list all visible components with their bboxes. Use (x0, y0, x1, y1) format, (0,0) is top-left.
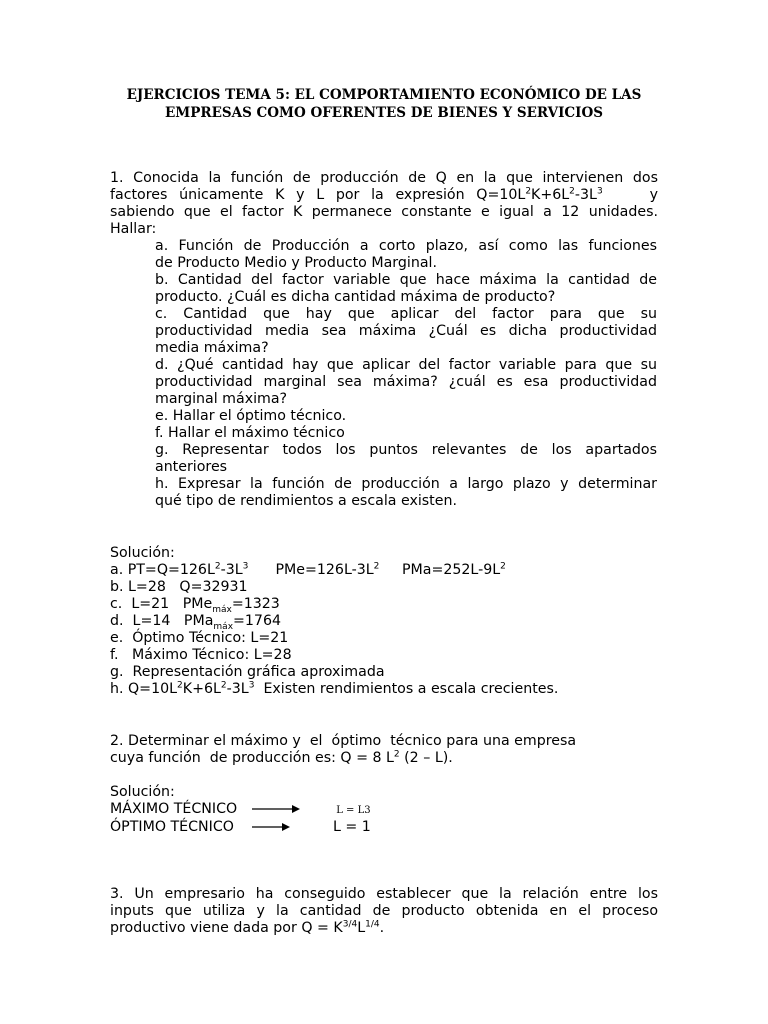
arrow-right-icon (250, 822, 290, 832)
exp: 2 (393, 749, 400, 760)
ex1-item-line: anteriores (155, 459, 228, 475)
ex3-line-3-c: L (357, 920, 366, 936)
sol1-b: b. L=28 Q=32931 (110, 579, 248, 595)
ex1-item-line: productividad marginal sea máxima? ¿cuál es esa productividad (155, 374, 657, 390)
exercise-3-statement (110, 886, 658, 937)
document-title-line-1: EJERCICIOS TEMA 5: EL COMPORTAMIENTO ECONÓMICO DE LAS (126, 87, 642, 103)
ex3-line-3-a: productivo viene dada por Q = K (110, 920, 343, 936)
sol1-d (110, 613, 658, 630)
sol1-d-part: d. L=14 PMa (110, 613, 214, 629)
ex1-line-1: 1. Conocida la función de producción de Q en la que intervienen dos (110, 170, 658, 186)
exp: 3 (248, 680, 255, 691)
sol1-h-part: Existen rendimientos a escala crecientes. (254, 681, 559, 697)
sol1-c-part: =1323 (231, 596, 280, 612)
sol1-h (110, 681, 658, 698)
ex1-line-2-c: -3L (574, 187, 597, 203)
ex1-line-2-a: factores únicamente K y L por la expresión Q=10L (110, 187, 526, 203)
exp: 3/4 (342, 919, 358, 930)
ex1-item-line: b. Cantidad del factor variable que hace máxima la cantidad de (155, 272, 657, 288)
sol1-heading: Solución: (110, 545, 175, 561)
exp: 2 (177, 680, 183, 691)
exercise-1-statement (110, 170, 658, 238)
sol2-opt-row (110, 819, 658, 836)
exp: 2 (500, 561, 506, 572)
opt-tecnico-value: L = 1 (332, 819, 371, 835)
sol1-h-part: h. Q=10L (110, 681, 178, 697)
ex1-item-line: a. Función de Producción a corto plazo, así como las funciones (155, 238, 657, 254)
opt-tecnico-label: ÓPTIMO TÉCNICO (110, 819, 234, 835)
ex1-item-line: de Producto Medio y Producto Marginal. (155, 255, 437, 271)
sol1-a-part: PMa=252L-9L (401, 562, 501, 578)
ex1-item-line: h. Expresar la función de producción a largo plazo y determinar (155, 476, 657, 492)
document-title-line-2: EMPRESAS COMO OFERENTES DE BIENES Y SERVICIOS (164, 105, 603, 121)
ex3-line-3 (110, 920, 658, 937)
ex2-line-2 (110, 750, 658, 767)
ex3-line-2: inputs que utiliza y la cantidad de producto obtenida en el proceso (110, 903, 658, 919)
sol1-c-part: c. L=21 PMe (110, 596, 213, 612)
solution-1 (110, 545, 658, 698)
exercise-2-statement (110, 733, 658, 767)
sol1-a-part: PMe=126L-3L (275, 562, 374, 578)
sol1-e: e. Óptimo Técnico: L=21 (110, 630, 289, 646)
sol1-h-part: K+6L (182, 681, 221, 697)
ex1-item-line: qué tipo de rendimientos a escala existen. (155, 493, 457, 509)
max-tecnico-label: MÁXIMO TÉCNICO (110, 801, 238, 817)
ex1-item-line: marginal máxima? (155, 391, 288, 407)
subscript: máx (213, 621, 234, 632)
sol1-g: g. Representación gráfica aproximada (110, 664, 385, 680)
subscript: máx (212, 604, 232, 615)
exp: 3 (242, 561, 249, 572)
sol1-d-part: =1764 (233, 613, 282, 629)
ex3-line-3-e: . (379, 920, 385, 936)
ex1-item-line: c. Cantidad que hay que aplicar del factor para que su (155, 306, 657, 322)
sol2-heading: Solución: (110, 784, 175, 800)
sol1-c (110, 596, 658, 613)
sol1-f: f. Máximo Técnico: L=28 (110, 647, 292, 663)
ex2-line-2-b: (2 – L). (399, 750, 453, 766)
ex1-item-line: productividad media sea máxima ¿Cuál es dicha productividad (155, 323, 657, 339)
exp: 2 (214, 561, 221, 572)
ex1-line-3: sabiendo que el factor K permanece constante e igual a 12 unidades. (110, 204, 658, 220)
exp: 1/4 (365, 919, 380, 930)
exp: 2 (220, 680, 227, 691)
exercise-1-items (155, 238, 657, 510)
ex1-line-2-b: K+6L (531, 187, 570, 203)
exp: 3 (596, 186, 603, 197)
ex1-line-4: Hallar: (110, 221, 157, 237)
arrow-right-icon (250, 804, 300, 814)
exp: 2 (373, 561, 380, 572)
ex1-item-line: f. Hallar el máximo técnico (155, 425, 345, 441)
sol1-h-part: -3L (226, 681, 249, 697)
ex3-line-1: 3. Un empresario ha conseguido establecer que la relación entre los (110, 886, 658, 902)
ex2-line-2-a: cuya función de producción es: Q = 8 L (110, 750, 394, 766)
sol1-a-part: a. PT=Q=126L (110, 562, 215, 578)
exp: 2 (569, 186, 575, 197)
ex1-item-line: media máxima? (155, 340, 269, 356)
sol1-a (110, 562, 658, 579)
ex1-line-2 (110, 187, 658, 204)
ex1-item-line: e. Hallar el óptimo técnico. (155, 408, 347, 424)
ex1-item-line: producto. ¿Cuál es dicha cantidad máxima de producto? (155, 289, 556, 305)
solution-2 (110, 784, 658, 836)
ex1-item-line: d. ¿Qué cantidad hay que aplicar del factor variable para que su (155, 357, 657, 373)
sol1-a-part: -3L (220, 562, 243, 578)
ex2-line-1: 2. Determinar el máximo y el óptimo técnico para una empresa (110, 733, 577, 749)
exp: 2 (525, 186, 532, 197)
ex1-line-2-d: y (637, 187, 658, 203)
max-tecnico-value: L = L3 (336, 805, 371, 816)
ex1-item-line: g. Representar todos los puntos relevantes de los apartados (155, 442, 657, 458)
sol2-max-row (110, 801, 658, 819)
